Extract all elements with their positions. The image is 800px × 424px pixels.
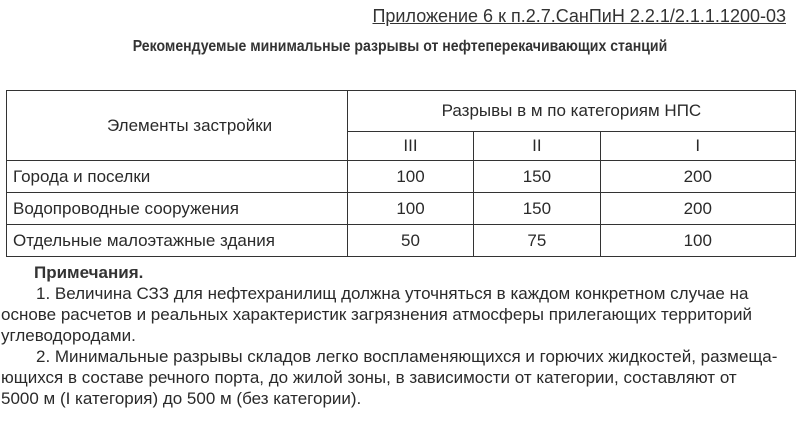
row-value-iii: 100: [347, 193, 473, 225]
table-row: [7, 193, 796, 225]
document-title: Рекомендуемые минимальные разрывы от нефтеперекачивающих станций: [132, 38, 668, 55]
table-header-row: [7, 91, 796, 132]
row-name: Отдельные малоэтажные здания: [7, 225, 348, 257]
note-1-line-2: основе расчетов и реальных характеристик загрязнения атмосферы прилегающих территорий: [1, 305, 752, 324]
row-value-iii: 100: [347, 161, 473, 193]
category-header-iii: III: [347, 132, 473, 161]
note-2-line-1: 2. Минимальные разрывы складов легко воспламеняющихся и горючих жидкостей, размеща-: [36, 347, 778, 366]
row-name: Водопроводные сооружения: [7, 193, 348, 225]
row-name: Города и поселки: [7, 161, 348, 193]
row-value-i: 200: [600, 161, 795, 193]
note-2-line-2: ющихся в составе речного порта, до жилой зоны, в зависимости от категории, составляют от: [1, 368, 737, 387]
row-value-iii: 50: [347, 225, 473, 257]
notes-section: [1, 262, 800, 409]
column-header-distances: Разрывы в м по категориям НПС: [347, 91, 795, 132]
note-2-line-3: 5000 м (I категория) до 500 м (без категории).: [1, 389, 362, 408]
row-value-ii: 75: [474, 225, 600, 257]
table-row: [7, 225, 796, 257]
note-2: [1, 346, 800, 409]
appendix-reference: Приложение 6 к п.2.7.СанПиН 2.2.1/2.1.1.1200-03: [372, 6, 786, 26]
row-value-i: 100: [600, 225, 795, 257]
row-value-ii: 150: [474, 161, 600, 193]
distance-table: [6, 90, 796, 257]
note-1: [1, 283, 800, 346]
note-1-line-3: углеводородами.: [1, 326, 136, 345]
table-row: [7, 161, 796, 193]
category-header-ii: II: [474, 132, 600, 161]
note-1-line-1: 1. Величина СЗЗ для нефтехранилищ должна уточняться в каждом конкретном случае на: [36, 284, 749, 303]
row-value-i: 200: [600, 193, 795, 225]
notes-heading: Примечания.: [34, 263, 144, 282]
row-value-ii: 150: [474, 193, 600, 225]
column-header-elements: Элементы застройки: [7, 91, 348, 161]
category-header-i: I: [600, 132, 795, 161]
